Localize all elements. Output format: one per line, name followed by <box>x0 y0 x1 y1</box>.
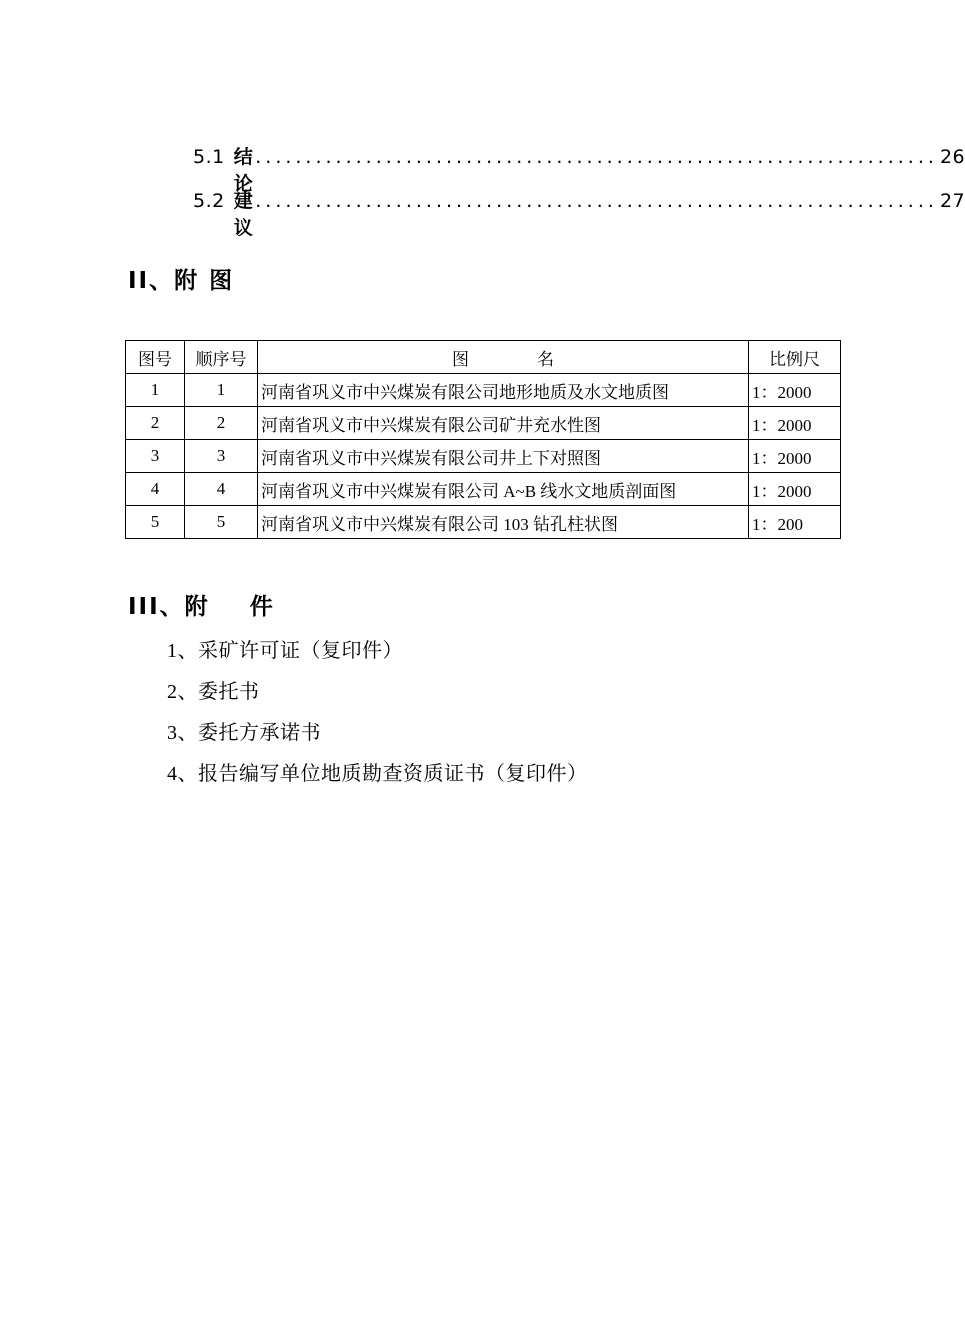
figures-table <box>125 340 841 539</box>
table-header-row <box>126 341 841 374</box>
toc-entry-5-1[interactable] <box>193 142 965 195</box>
cell-figure-name: 河南省巩义市中兴煤炭有限公司 103 钻孔柱状图 <box>258 506 749 539</box>
toc-title: 结论 <box>233 146 254 195</box>
cell-figure-name: 河南省巩义市中兴煤炭有限公司矿井充水性图 <box>258 407 749 440</box>
cell-figure-no: 4 <box>126 473 185 506</box>
header-figure-name: 图 名 <box>258 341 749 374</box>
figures-heading: II、附 图 <box>128 268 235 294</box>
table-row <box>126 407 841 440</box>
toc-number: 5.2 <box>193 190 225 212</box>
attachments-heading: III、附 件 <box>128 594 275 620</box>
table-row <box>126 473 841 506</box>
attachment-item: 2、委托书 <box>167 681 260 703</box>
cell-scale: 1：200 <box>749 506 841 539</box>
cell-figure-no: 3 <box>126 440 185 473</box>
toc-entry-5-2[interactable] <box>193 186 965 239</box>
toc-leader: .................................................................... <box>255 190 938 212</box>
cell-sequence-no: 5 <box>185 506 258 539</box>
table-row <box>126 374 841 407</box>
cell-figure-name: 河南省巩义市中兴煤炭有限公司 A~B 线水文地质剖面图 <box>258 473 749 506</box>
cell-figure-no: 5 <box>126 506 185 539</box>
table-row <box>126 506 841 539</box>
toc-title: 建议 <box>233 190 254 239</box>
attachment-item: 1、采矿许可证（复印件） <box>167 640 403 662</box>
cell-figure-name: 河南省巩义市中兴煤炭有限公司地形地质及水文地质图 <box>258 374 749 407</box>
cell-sequence-no: 1 <box>185 374 258 407</box>
cell-sequence-no: 2 <box>185 407 258 440</box>
cell-scale: 1：2000 <box>749 374 841 407</box>
header-sequence-no: 顺序号 <box>185 341 258 374</box>
toc-page-number: 26 <box>939 146 965 168</box>
toc-leader: .................................................................... <box>255 146 938 168</box>
cell-figure-name: 河南省巩义市中兴煤炭有限公司井上下对照图 <box>258 440 749 473</box>
cell-figure-no: 1 <box>126 374 185 407</box>
toc-number: 5.1 <box>193 146 225 168</box>
cell-scale: 1：2000 <box>749 473 841 506</box>
cell-figure-no: 2 <box>126 407 185 440</box>
attachment-item: 3、委托方承诺书 <box>167 722 321 744</box>
header-figure-no: 图号 <box>126 341 185 374</box>
cell-sequence-no: 4 <box>185 473 258 506</box>
cell-scale: 1：2000 <box>749 440 841 473</box>
attachment-item: 4、报告编写单位地质勘查资质证书（复印件） <box>167 763 588 785</box>
toc-page-number: 27 <box>939 190 965 212</box>
header-scale: 比例尺 <box>749 341 841 374</box>
table-row <box>126 440 841 473</box>
cell-scale: 1：2000 <box>749 407 841 440</box>
cell-sequence-no: 3 <box>185 440 258 473</box>
